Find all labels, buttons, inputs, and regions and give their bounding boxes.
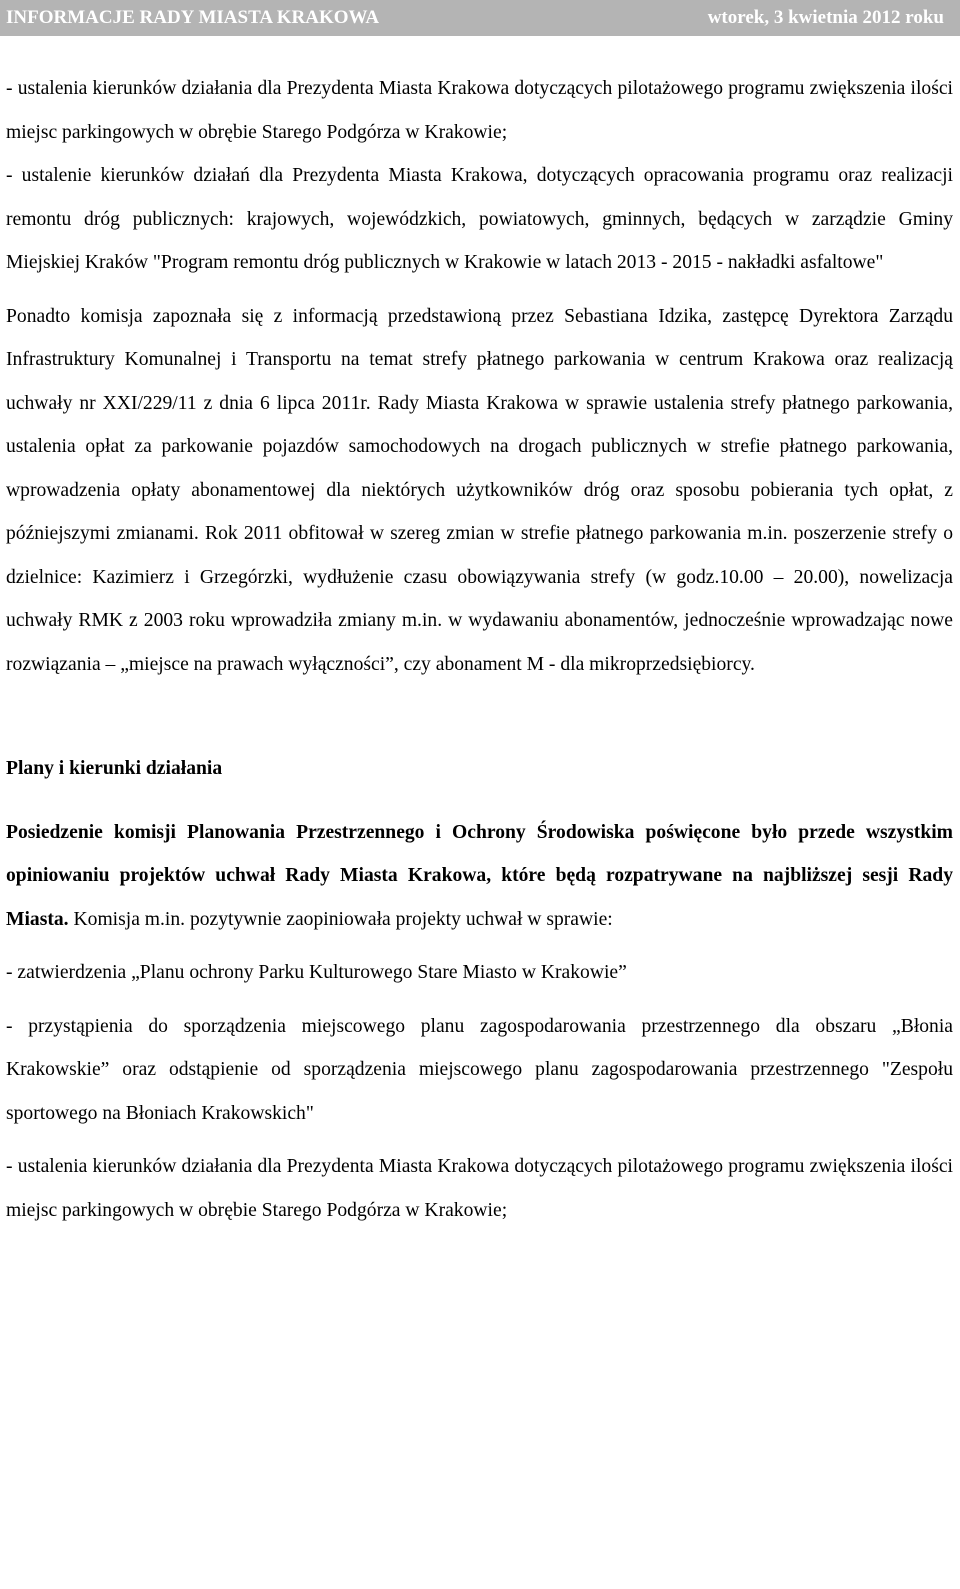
- list-item-parking-program: - ustalenia kierunków działania dla Prezydenta Miasta Krakowa dotyczących pilotażowego programu zwiększenia ilości miejsc parkingowych w obrębie Starego Podgórza w Krakowie;: [6, 78, 953, 143]
- list-item-blonia: - przystąpienia do sporządzenia miejscowego planu zagospodarowania przestrzennego dla obszaru „Błonia Krakowskie” oraz odstąpienie od sporządzenia miejscowego planu zagospodarowania przestrzennego "Zespołu sportowego na Błoniach Krakowskich": [6, 1015, 953, 1124]
- page-header: [0, 0, 960, 36]
- section-heading: Plany i kierunki działania: [6, 758, 223, 779]
- header-date: wtorek, 3 kwietnia 2012 roku: [707, 7, 944, 28]
- header-title: INFORMACJE RADY MIASTA KRAKOWA: [6, 7, 380, 28]
- document-body: [0, 67, 960, 1232]
- paragraph-commission-info: Ponadto komisja zapoznała się z informacją przedstawioną przez Sebastiana Idzika, zastępcę Dyrektora Zarządu Infrastruktury Komunalnej i Transportu na temat strefy płatnego parkowania w centrum Krakowa oraz realizacją uchwały nr XXI/229/11 z dnia 6 lipca 2011r. Rady Miasta Krakowa w sprawie ustalenia strefy płatnego parkowania, ustalenia opłat za parkowanie pojazdów samochodowych na drogach publicznych w strefie płatnego parkowania, wprowadzenia opłaty abonamentowej dla niektórych użytkowników dróg oraz sposobu pobierania tych opłat, z późniejszymi zmianami. Rok 2011 obfitował w szereg zmian w strefie płatnego parkowania m.in. poszerzenie strefy o dzielnice: Kazimierz i Grzegórzki, wydłużenie czasu obowiązywania strefy (w godz.10.00 – 20.00), nowelizacja uchwały RMK z 2003 roku wprowadziła zmiany m.in. w wydawaniu abonamentów, jednocześnie wprowadzając nowe rozwiązania – „miejsce na prawach wyłączności”, czy abonament M - dla mikroprzedsiębiorcy.: [6, 305, 953, 675]
- list-item-parking-program-repeat: - ustalenia kierunków działania dla Prezydenta Miasta Krakowa dotyczących pilotażowego programu zwiększenia ilości miejsc parkingowych w obrębie Starego Podgórza w Krakowie;: [6, 1156, 953, 1221]
- planning-lead-rest: Komisja m.in. pozytywnie zaopiniowała projekty uchwał w sprawie:: [68, 908, 613, 930]
- list-item-plan-protection: - zatwierdzenia „Planu ochrony Parku Kulturowego Stare Miasto w Krakowie”: [6, 962, 627, 983]
- planning-lead-bold: Posiedzenie komisji Planowania Przestrzennego i Ochrony Środowiska poświęcone było przede wszystkim opiniowaniu projektów uchwał Rady Miasta Krakowa, które będą rozpatrywane na najbliższej sesji Rady Miasta.: [6, 821, 953, 930]
- list-item-road-repair-program: - ustalenie kierunków działań dla Prezydenta Miasta Krakowa, dotyczących opracowania programu oraz realizacji remontu dróg publicznych: krajowych, wojewódzkich, powiatowych, gminnych, będących w zarządzie Gminy Miejskiej Kraków "Program remontu dróg publicznych w Krakowie w latach 2013 - 2015 - nakładki asfaltowe": [6, 165, 953, 273]
- paragraph-planning-commission: [6, 811, 953, 942]
